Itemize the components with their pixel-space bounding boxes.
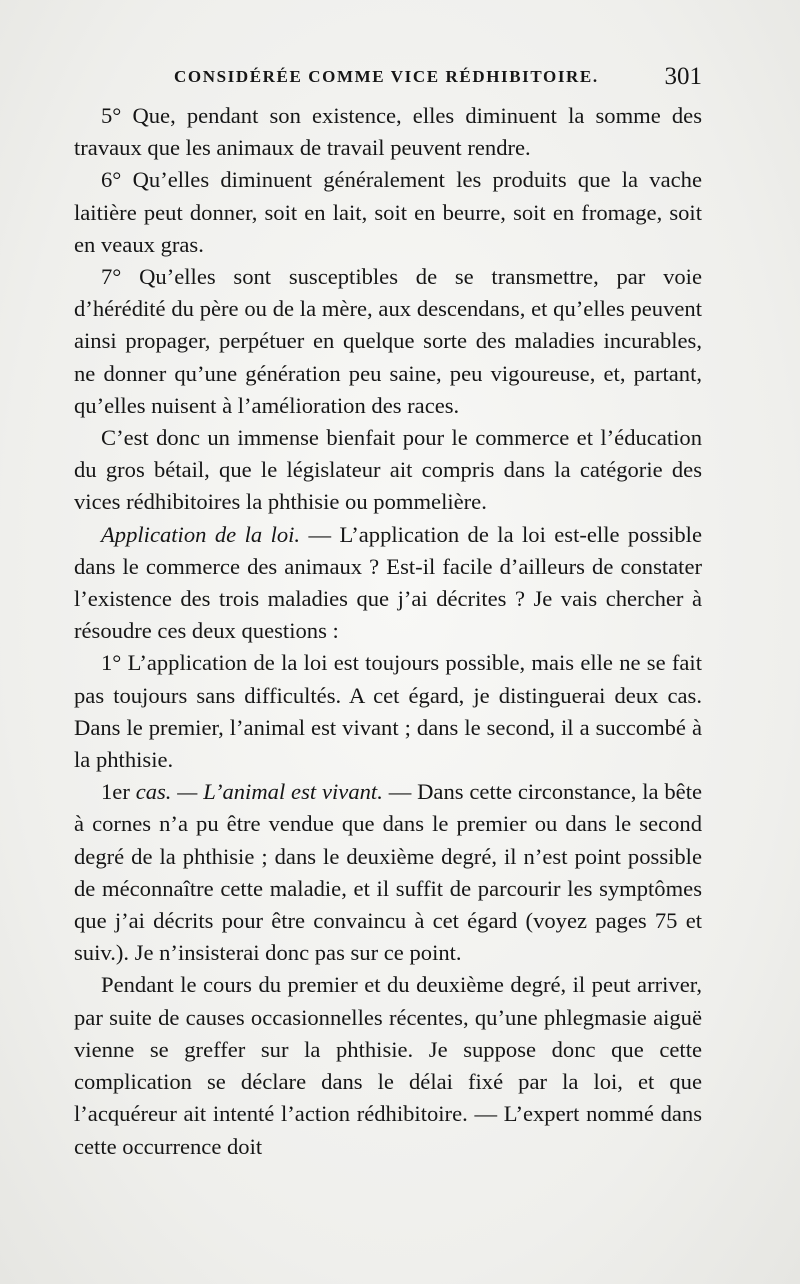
- body-text: [74, 100, 702, 1163]
- paragraph-5: [74, 519, 702, 648]
- section-heading-application: Application de la loi.: [101, 521, 301, 547]
- page-number: 301: [664, 63, 702, 90]
- paragraph-1: 5° Que, pendant son existence, elles diminuent la somme des travaux que les animaux de travail peuvent rendre.: [74, 103, 702, 161]
- paragraph-3: 7° Qu’elles sont susceptibles de se transmettre, par voie d’hérédité du père ou de la mère, aux descendans, et qu’elles peuvent ainsi propager, perpétuer en quelque sorte des maladies incurables, ne donner qu’une génération peu saine, peu vigoureuse, et, partant, qu’elles nuisent à l’amélioration des races.: [74, 264, 702, 418]
- running-title: CONSIDÉRÉE COMME VICE RÉDHIBITOIRE.: [174, 67, 599, 86]
- running-head: [74, 63, 702, 93]
- paragraph-8: Pendant le cours du premier et du deuxième degré, il peut arriver, par suite de causes occasionnelles récentes, qu’une phlegmasie aiguë vienne se greffer sur la phthisie. Je suppose donc que cette complication se déclare dans le délai fixé par la loi, et que l’acquéreur ait intenté l’action rédhibitoire. — L’expert nommé dans cette occurrence doit: [74, 972, 702, 1159]
- paragraph-4: C’est donc un immense bienfait pour le commerce et l’éducation du gros bétail, que le législateur ait compris dans la catégorie des vices rédhibitoires la phthisie ou pommelière.: [74, 425, 702, 515]
- paragraph-5-text: — L’application de la loi est-elle possible dans le commerce des animaux ? Est-il facile d’ailleurs de constater l’existence des trois maladies que j’ai décrites ? Je vais chercher à résoudre ces deux questions :: [74, 521, 702, 644]
- case-heading: cas. — L’animal est vivant.: [129, 779, 383, 805]
- paragraph-6: 1° L’application de la loi est toujours possible, mais elle ne se fait pas toujours sans difficultés. A cet égard, je distinguerai deux cas. Dans le premier, l’animal est vivant ; dans le second, il a succombé à la phthisie.: [74, 650, 702, 773]
- paragraph-2: 6° Qu’elles diminuent généralement les produits que la vache laitière peut donner, soit en lait, soit en beurre, soit en fromage, soit en veaux gras.: [74, 167, 702, 257]
- paragraph-7: [74, 776, 702, 969]
- case-number: 1er: [101, 779, 130, 805]
- paragraph-7-text: — Dans cette circonstance, la bête à cornes n’a pu être vendue que dans le premier ou dans le second degré de la phthisie ; dans le deuxième degré, il n’est point possible de méconnaître cette maladie, et il suffit de parcourir les symptômes que j’ai décrits pour être convaincu à cet égard (voyez pages 75 et suiv.). Je n’insisterai donc pas sur ce point.: [74, 779, 703, 966]
